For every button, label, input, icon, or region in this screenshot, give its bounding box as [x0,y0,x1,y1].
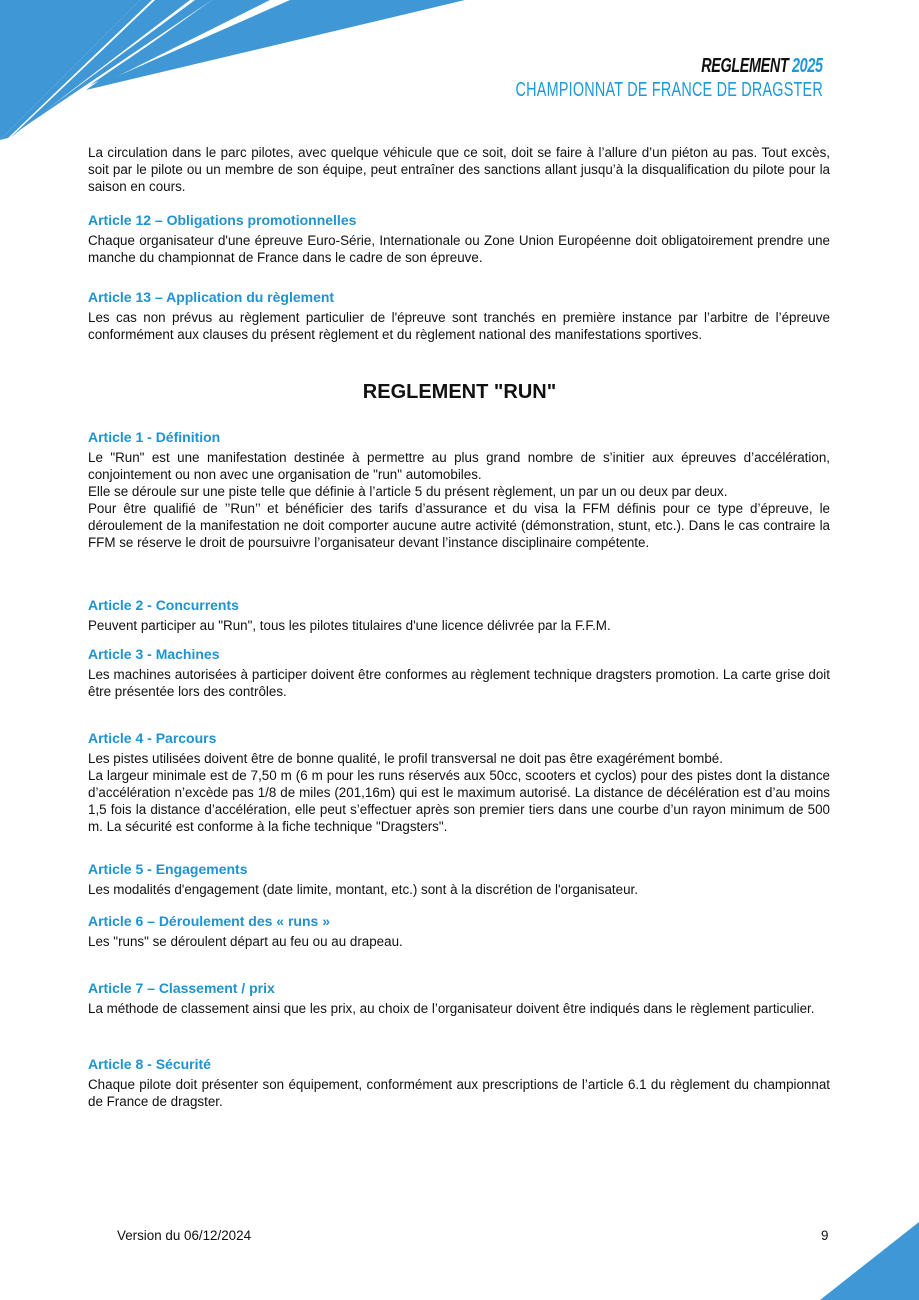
paragraph: La méthode de classement ainsi que les prix, au choix de l’organisateur doivent être indiqués dans le règlement particulier. [88,1001,815,1016]
paragraph: Elle se déroule sur une piste telle que définie à l’article 5 du présent règlement, un par un ou deux par deux. [88,484,728,499]
article-heading: Article 1 - Définition [88,429,221,445]
run-article-6 [88,913,830,950]
article-heading: Article 12 – Obligations promotionnelles [88,212,357,228]
run-article-8 [88,1056,830,1110]
paragraph: Le "Run" est une manifestation destinée à permettre au plus grand nombre de s’initier aux épreuves d’accélération, conjointement ou non avec une organisation de "run" automobiles. [88,450,830,482]
article-heading: Article 4 - Parcours [88,730,217,746]
run-article-7 [88,980,830,1017]
paragraph: La circulation dans le parc pilotes, avec quelque véhicule que ce soit, doit se faire à l’allure d’un piéton au pas. Tout excès, soit par le pilote ou un membre de son équipe, peut entraîner des sanctions allant jusqu’à la disqualification du pilote pour la saison en cours. [88,145,830,194]
article-heading: Article 2 - Concurrents [88,597,239,613]
article-heading: Article 7 – Classement / prix [88,980,275,996]
paragraph: Les pistes utilisées doivent être de bonne qualité, le profil transversal ne doit pas être exagérément bombé. [88,751,723,766]
article-12 [88,212,830,266]
article-heading: Article 13 – Application du règlement [88,289,335,305]
paragraph: Les cas non prévus au règlement particulier de l'épreuve sont tranchés en première instance par l’arbitre de l’épreuve conformément aux clauses du présent règlement et du règlement national des manifestations sportives. [88,310,830,342]
article-13 [88,289,830,343]
paragraph: Chaque organisateur d'une épreuve Euro-Série, Internationale ou Zone Union Européenne doit obligatoirement prendre une manche du championnat de France dans le cadre de son épreuve. [88,233,830,265]
paragraph: Les modalités d'engagement (date limite, montant, etc.) sont à la discrétion de l'organisateur. [88,882,638,897]
header-title: REGLEMENT 2025 [701,55,823,77]
header-subtitle: CHAMPIONNAT DE FRANCE DE DRAGSTER [515,79,823,101]
paragraph: Pour être qualifié de ’’Run’’ et bénéficier des tarifs d’assurance et du visa la FFM définis pour ce type d’épreuve, le déroulement de la manifestation ne doit comporter aucune autre activité (démonstration, stunt, etc.). Dans le cas contraire la FFM se réserve le droit de poursuivre l’organisateur devant l’instance disciplinaire compétente. [88,501,830,550]
section-title: REGLEMENT "RUN" [362,381,557,403]
article-heading: Article 3 - Machines [88,646,220,662]
paragraph: Peuvent participer au "Run", tous les pilotes titulaires d'une licence délivrée par la F.F.M. [88,618,611,633]
article-heading: Article 5 - Engagements [88,861,248,877]
version-label: Version du 06/12/2024 [117,1228,252,1243]
run-article-5 [88,861,830,898]
intro-section [88,144,830,195]
run-article-2 [88,597,830,634]
article-heading: Article 6 – Déroulement des « runs » [88,913,330,929]
paragraph: Chaque pilote doit présenter son équipement, conformément aux prescriptions de l’article 6.1 du règlement du championnat de France de dragster. [88,1077,830,1109]
run-article-1 [88,429,830,551]
paragraph: La largeur minimale est de 7,50 m (6 m pour les runs réservés aux 50cc, scooters et cyclos) pour des pistes dont la distance d’accélération n’excède pas 1/8 de miles (201,16m) qui est le maximum autorisé. La distance de décélération est d’au moins 1,5 fois la distance d’accélération, elle peut s’effectuer après son premier tiers dans une courbe d’un rayon minimum de 500 m. La sécurité est conforme à la fiche technique "Dragsters". [88,768,830,834]
article-heading: Article 8 - Sécurité [88,1056,211,1072]
footer-triangle-decoration [820,1222,919,1300]
run-article-3 [88,646,830,700]
paragraph: Les machines autorisées à participer doivent être conformes au règlement technique dragsters promotion. La carte grise doit être présentée lors des contrôles. [88,667,830,699]
paragraph: Les "runs" se déroulent départ au feu ou au drapeau. [88,934,403,949]
run-article-4 [88,730,830,835]
page-number: 9 [821,1228,829,1243]
